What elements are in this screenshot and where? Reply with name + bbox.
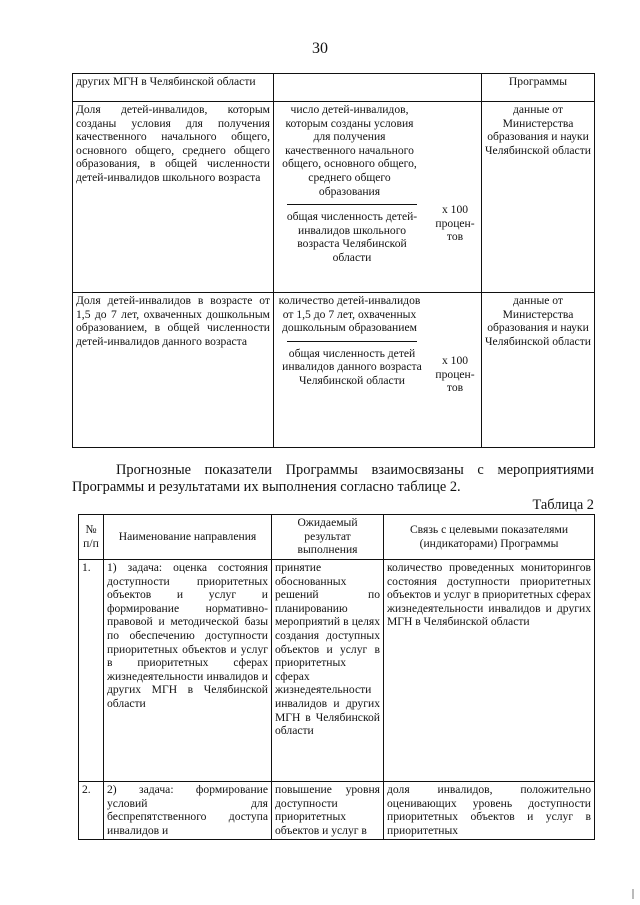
row-number: 1. [79,560,104,782]
indicator-link: количество проведенных мониторингов состояния доступности приоритетных объектов и услуг в приоритетных сферах жизнедеятельности инвалидов и других МГН в Челябинской области [384,560,595,782]
expected-result: принятие обоснованных решений по планированию мероприятий в целях создания доступных объектов и услуг в приоритетных сферах жизнедеятельности инвалидов и других МГН в Челябинской области [272,560,384,782]
page-number: 30 [312,40,328,57]
indicator-name: Доля детей-инвалидов, которым созданы условия для получения качественного начального общего, основного общего, среднего общего образования, в общей численности детей-инвалидов школьного возраста [73,102,274,293]
body-paragraph: Прогнозные показатели Программы взаимосвязаны с мероприятиями Программы и результатами их выполнения согласно таблице 2. [72,462,594,495]
table-row [73,102,595,293]
expected-result: повышение уровня доступности приоритетных объектов и услуг в [272,782,384,840]
formula-multiplier: х 100 процен-тов [435,203,475,244]
table-cell: Программы [482,74,595,102]
formula-cell [274,293,482,448]
formula-cell [274,102,482,293]
direction-text: 1) задача: оценка состояния доступности приоритетных объектов и услуг и формирование нормативно-правовой и методической базы по обеспечению доступности приоритетных объектов и услуг в приоритетных сферах жизнедеятельности инвалидов и других МГН в Челябинской области [104,560,272,782]
directions-table [78,514,595,840]
column-header: № п/п [79,515,104,560]
row-number: 2. [79,782,104,840]
formula-numerator: число детей-инвалидов, которым созданы условия для получения качественного начального общего, основного общего, среднего общего образования [282,103,417,198]
table-row [73,293,595,448]
indicators-table [72,73,595,448]
column-header: Связь с целевыми показателями (индикаторами) Программы [384,515,595,560]
formula-numerator: количество детей-инвалидов от 1,5 до 7 лет, охваченных дошкольным образованием [278,294,421,335]
table-row [73,74,595,102]
data-source: данные от Министерства образования и науки Челябинской области [482,293,595,448]
table-row [79,560,595,782]
table-cell: других МГН в Челябинской области [73,74,274,102]
scan-artifact [632,889,634,899]
formula-denominator: общая численность детей инвалидов данного возраста Челябинской области [282,346,422,387]
formula-multiplier: х 100 процен-тов [435,354,475,395]
fraction-line [287,341,417,342]
formula-denominator: общая численность детей-инвалидов школьного возраста Челябинской области [286,210,418,264]
column-header: Наименование направления [104,515,272,560]
table-header-row [79,515,595,560]
direction-text: 2) задача: формирование условий для беспрепятственного доступа инвалидов и [104,782,272,840]
table-caption: Таблица 2 [532,497,594,513]
table-cell [274,74,482,102]
data-source: данные от Министерства образования и науки Челябинской области [482,102,595,293]
column-header: Ожидаемый результат выполнения [272,515,384,560]
indicator-link: доля инвалидов, положительно оценивающих уровень доступности приоритетных объектов и услуг в приоритетных [384,782,595,840]
indicator-name: Доля детей-инвалидов в возрасте от 1,5 до 7 лет, охваченных дошкольным образованием, в общей численности детей-инвалидов данного возраста [73,293,274,448]
fraction-line [287,204,417,205]
table-row [79,782,595,840]
